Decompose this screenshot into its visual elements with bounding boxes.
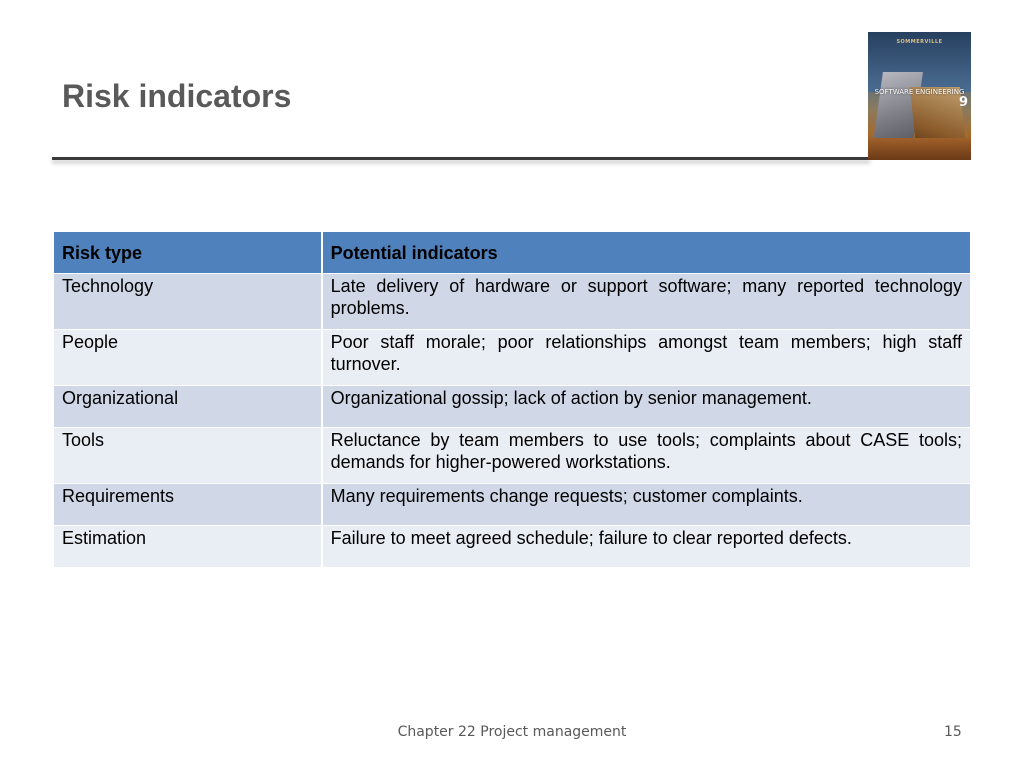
cover-ground: [868, 138, 971, 160]
table-row: [53, 386, 971, 428]
table-row: [53, 330, 971, 386]
header-risk-type: Risk type: [53, 232, 322, 274]
header-potential-indicators: Potential indicators: [322, 232, 971, 274]
table-header-row: [53, 232, 971, 274]
table-row: [53, 484, 971, 526]
risk-type-cell: Requirements: [53, 484, 322, 526]
indicators-cell: Late delivery of hardware or support software; many reported technology problems.: [322, 274, 971, 330]
cover-title: SOFTWARE ENGINEERING: [874, 88, 965, 96]
table-row: [53, 526, 971, 568]
slide-title: Risk indicators: [62, 78, 292, 114]
risk-type-cell: Tools: [53, 428, 322, 484]
book-cover-image: [868, 32, 971, 160]
indicators-cell: Organizational gossip; lack of action by senior management.: [322, 386, 971, 428]
cover-author: SOMMERVILLE: [896, 39, 943, 45]
title-divider: [52, 157, 870, 160]
risk-indicators-table: [52, 231, 972, 568]
table-row: [53, 274, 971, 330]
cover-edition: 9: [958, 95, 968, 110]
indicators-cell: Reluctance by team members to use tools; complaints about CASE tools; demands for higher-powered workstations.: [322, 428, 971, 484]
indicators-cell: Failure to meet agreed schedule; failure to clear reported defects.: [322, 526, 971, 568]
risk-type-cell: Estimation: [53, 526, 322, 568]
indicators-cell: Poor staff morale; poor relationships amongst team members; high staff turnover.: [322, 330, 971, 386]
slide-footer: Chapter 22 Project management: [397, 724, 627, 740]
page-number: 15: [944, 724, 962, 740]
risk-type-cell: People: [53, 330, 322, 386]
risk-type-cell: Organizational: [53, 386, 322, 428]
table-row: [53, 428, 971, 484]
indicators-cell: Many requirements change requests; customer complaints.: [322, 484, 971, 526]
risk-type-cell: Technology: [53, 274, 322, 330]
